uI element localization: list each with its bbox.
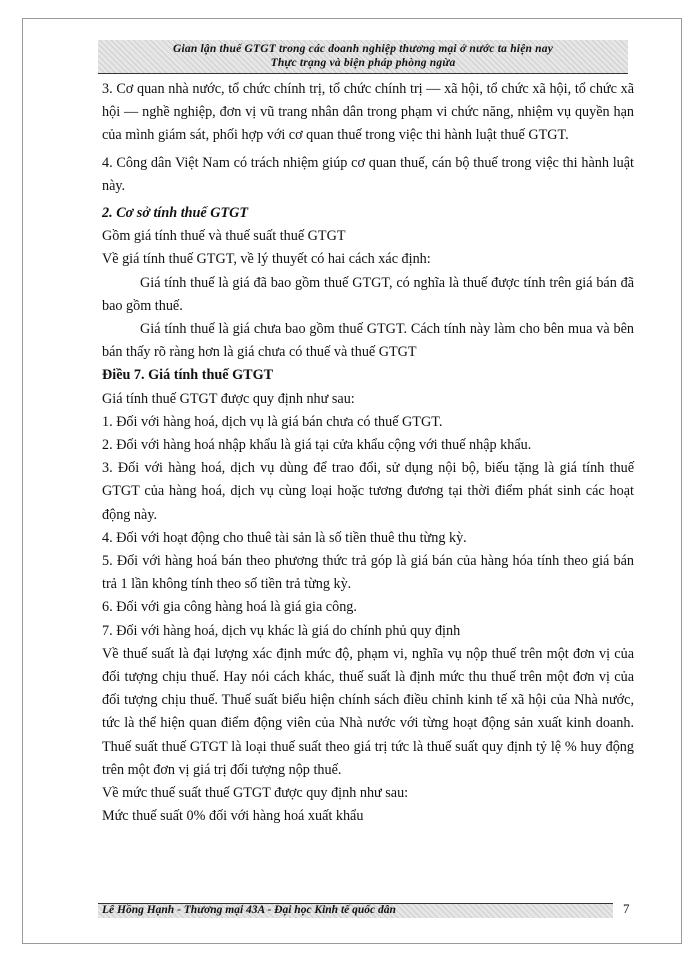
paragraph: Mức thuế suất 0% đối với hàng hoá xuất khẩu bbox=[102, 808, 364, 825]
paragraph: Về giá tính thuế GTGT, về lý thuyết có hai cách xác định: bbox=[102, 251, 431, 268]
page-frame-right bbox=[681, 18, 682, 943]
page-frame-bottom bbox=[22, 943, 682, 944]
header-subtitle: Thực trạng và biện pháp phòng ngừa bbox=[270, 57, 456, 69]
page-frame-top bbox=[22, 18, 682, 19]
paragraph-item-4: 4. Công dân Việt Nam có trách nhiệm giúp cơ quan thuế, cán bộ thuế trong việc thi hành luật này. bbox=[102, 154, 634, 194]
footer-author: Lê Hồng Hạnh - Thương mại 43A - Đại học Kinh tế quốc dân bbox=[102, 904, 396, 916]
paragraph-method-1: Giá tính thuế là giá đã bao gồm thuế GTGT, có nghĩa là thuế được tính trên giá bán đã bao gồm thuế. bbox=[102, 274, 634, 314]
page-footer bbox=[98, 903, 613, 918]
page-number: 7 bbox=[623, 901, 630, 916]
list-item: 5. Đối với hàng hoá bán theo phương thức trả góp là giá bán của hàng hóa tính theo giá bán trả 1 lần không tính theo số tiền trả từng kỳ. bbox=[102, 553, 634, 593]
paragraph: Giá tính thuế GTGT được quy định như sau: bbox=[102, 390, 355, 407]
header-title: Gian lận thuế GTGT trong các doanh nghiệp thương mại ở nước ta hiện nay bbox=[172, 43, 554, 55]
list-item: 7. Đối với hàng hoá, dịch vụ khác là giá do chính phủ quy định bbox=[102, 622, 461, 639]
list-item: 3. Đối với hàng hoá, dịch vụ dùng để trao đổi, sử dụng nội bộ, biếu tặng là giá tính thuế GTGT của hàng hoá, dịch vụ cùng loại hoặc tương đương tại thời điểm phát sinh các hoạt động này. bbox=[102, 460, 634, 523]
list-item: 4. Đối với hoạt động cho thuê tài sản là số tiền thuê thu từng kỳ. bbox=[102, 529, 467, 546]
paragraph: Về mức thuế suất thuế GTGT được quy định như sau: bbox=[102, 785, 409, 802]
paragraph-method-2: Giá tính thuế là giá chưa bao gồm thuế GTGT. Cách tính này làm cho bên mua và bên bán thấy rõ ràng hơn là giá chưa có thuế và thuế GTGT bbox=[102, 321, 634, 361]
paragraph-thue-suat: Về thuế suất là đại lượng xác định mức độ, phạm vi, nghĩa vụ nộp thuế trên một đơn vị của đối tượng chịu thuế. Hay nói cách khác, thuế suất là định mức thu thuế trên một đơn vị của đối tượng chịu thuế. Thuế suất biểu hiện chính sách điều chỉnh kinh tế xã hội của Nhà nước, tức là thể hiện quan điểm động viên của Nhà nước với từng hoạt động sản xuất kinh doanh. Thuế suất thuế GTGT là loại thuế suất theo giá trị tức là thuế suất quy định tỷ lệ % huy động trên một đơn vị giá trị đối tượng nộp thuế. bbox=[102, 645, 634, 778]
section-heading-co-so-tinh-thue: 2. Cơ sở tính thuế GTGT bbox=[102, 205, 249, 222]
page-frame-left bbox=[22, 18, 23, 943]
document-body bbox=[102, 78, 634, 829]
list-item: 2. Đối với hàng hoá nhập khẩu là giá tại cửa khẩu cộng với thuế nhập khẩu. bbox=[102, 437, 532, 454]
article-heading-dieu-7: Điều 7. Giá tính thuế GTGT bbox=[102, 367, 274, 384]
page-header bbox=[98, 40, 628, 74]
list-item: 1. Đối với hàng hoá, dịch vụ là giá bán chưa có thuế GTGT. bbox=[102, 413, 443, 430]
paragraph: Gồm giá tính thuế và thuế suất thuế GTGT bbox=[102, 228, 346, 245]
paragraph-item-3: 3. Cơ quan nhà nước, tổ chức chính trị, tổ chức chính trị — xã hội, tổ chức xã hội, tổ chức xã hội — nghề nghiệp, đơn vị vũ trang nhân dân trong phạm vi chức năng, nhiệm vụ quyền hạn của mình giám sát, phối hợp với cơ quan thuế trong việc thi hành luật thuế GTGT. bbox=[102, 81, 634, 144]
list-item: 6. Đối với gia công hàng hoá là giá gia công. bbox=[102, 599, 357, 616]
